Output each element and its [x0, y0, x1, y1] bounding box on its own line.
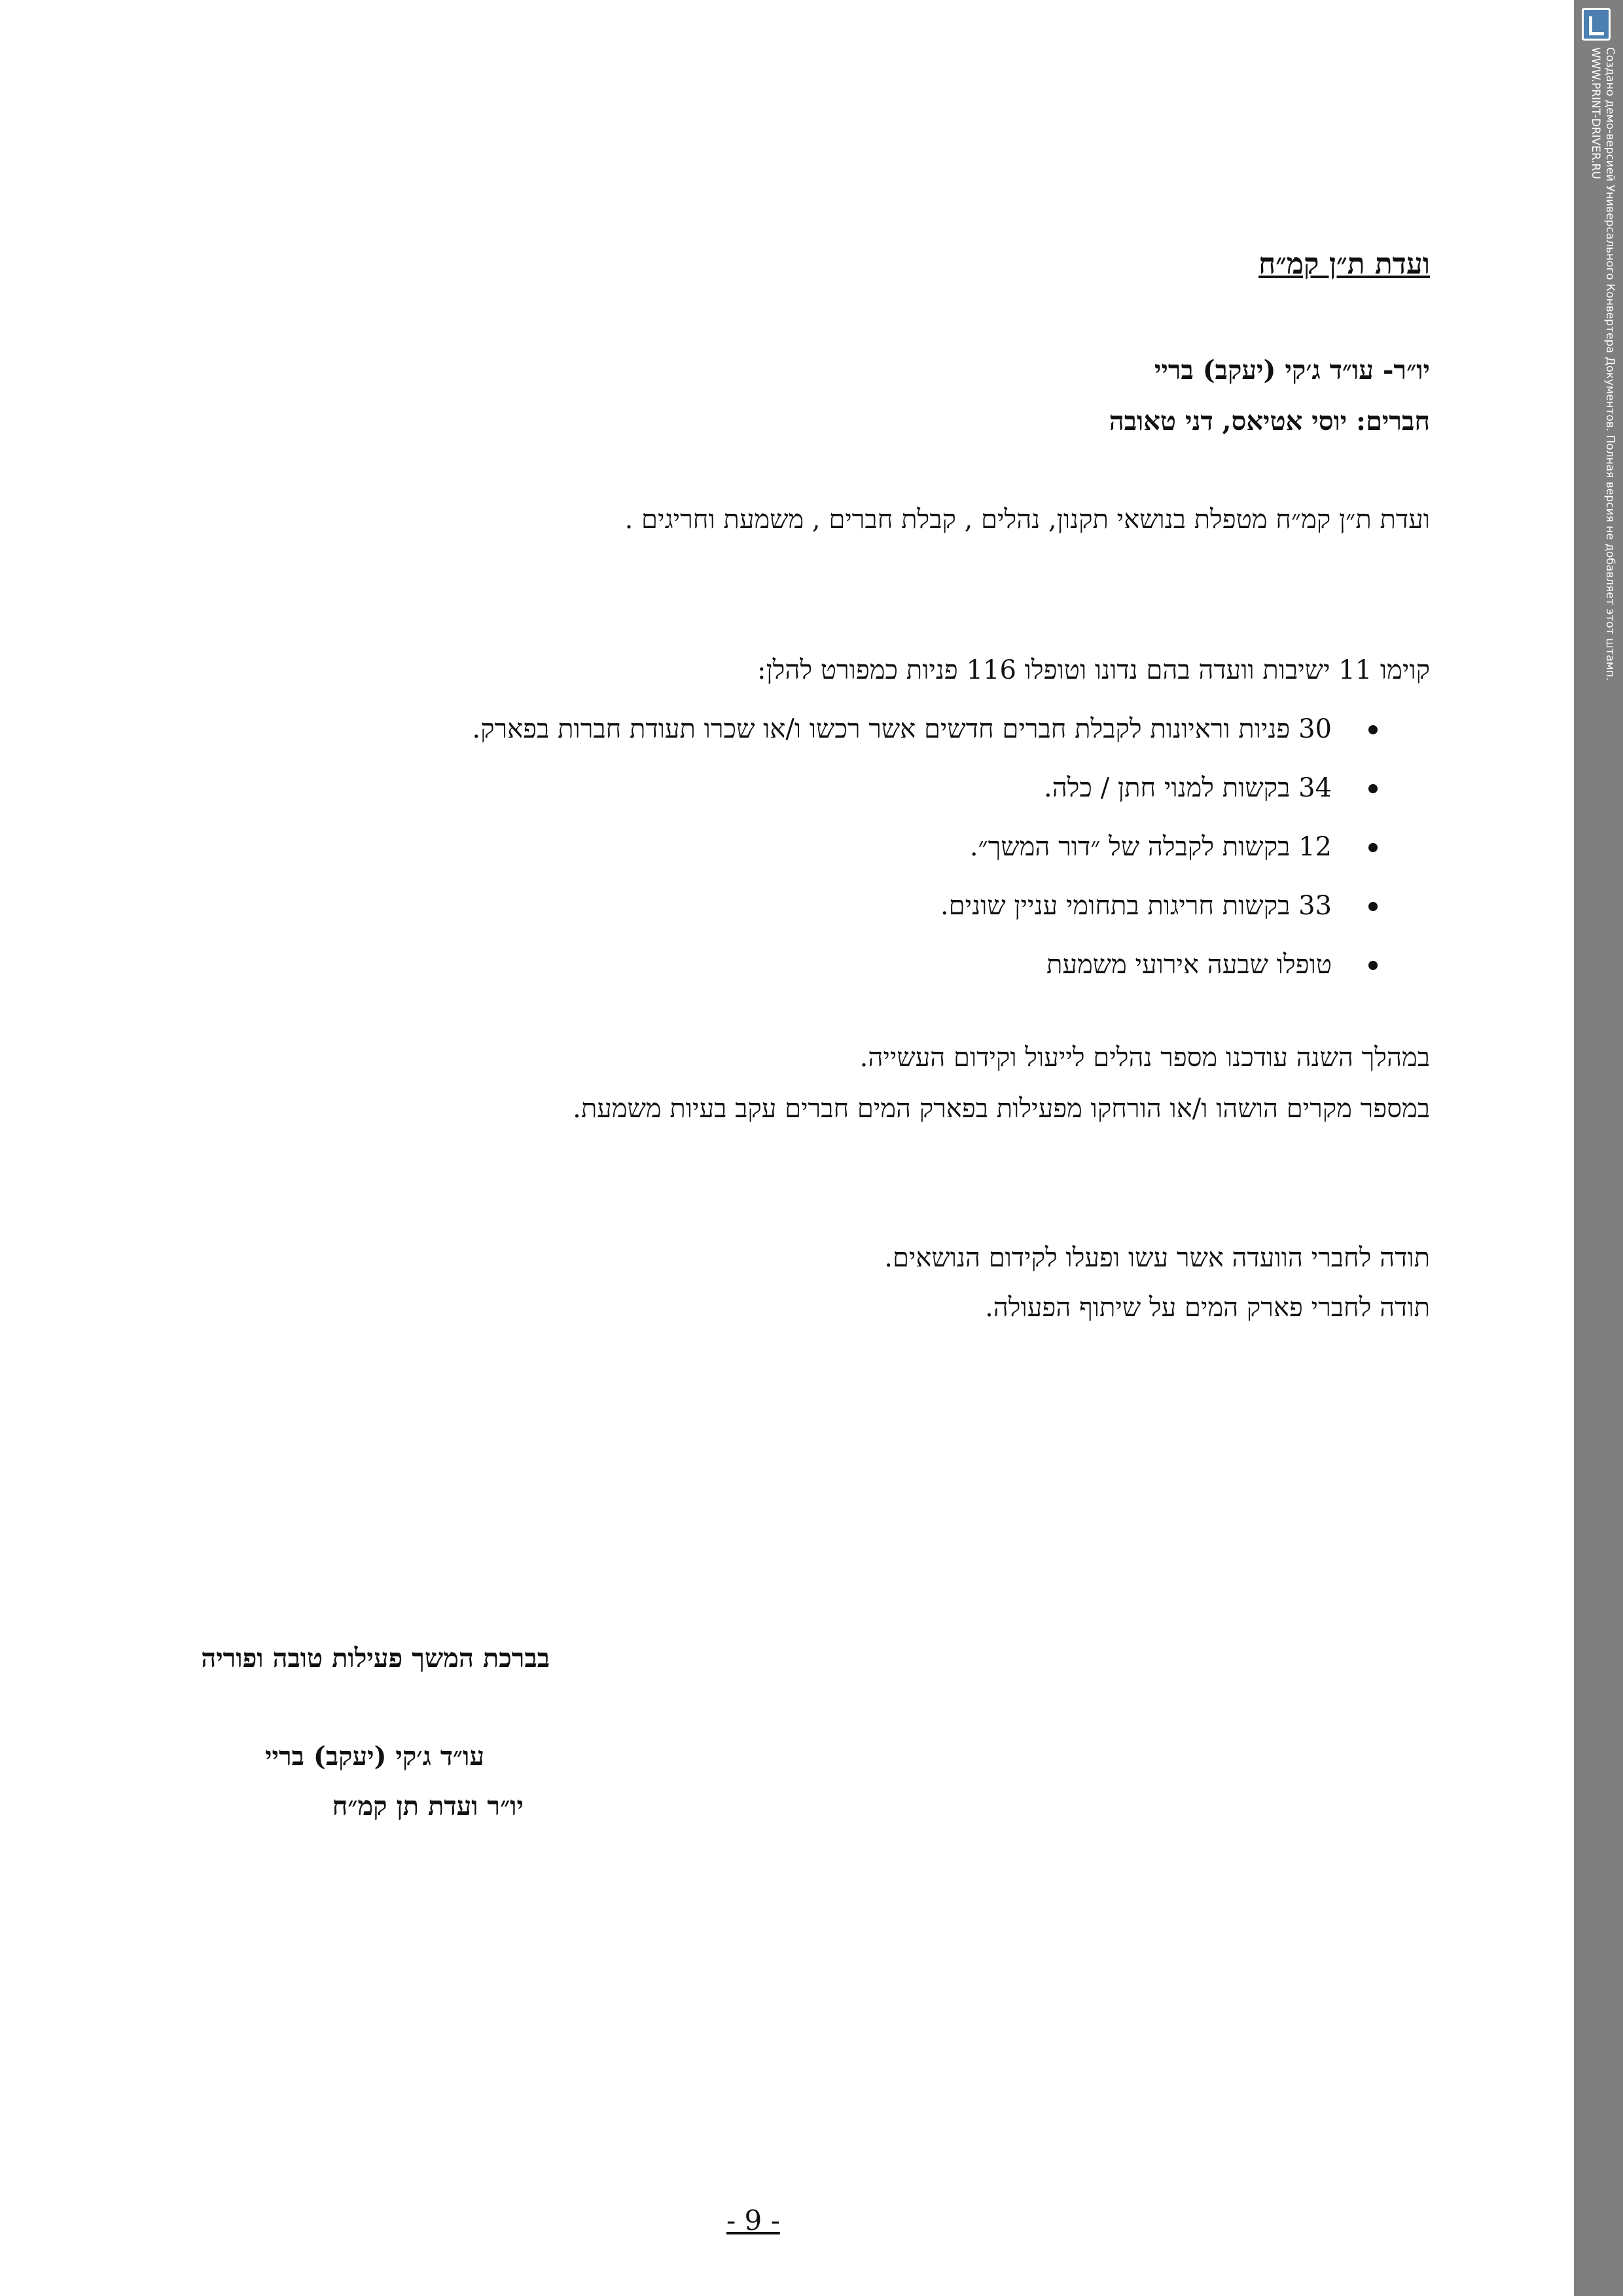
- converter-logo-icon: [1582, 8, 1611, 41]
- requests-list: [472, 711, 1430, 1005]
- thanks-line-2: תודה לחברי פארק המים על שיתוף הפעולה.: [985, 1293, 1430, 1323]
- closing-blessing: בברכת המשך פעילות טובה ופוריה: [201, 1643, 550, 1674]
- bullet-icon: [1368, 843, 1378, 852]
- intro-paragraph: ועדת ת״ן קמ״ח מטפלת בנושאי תקנון, נהלים , קבלת חברים , משמעת וחריגים .: [624, 505, 1430, 535]
- list-item: 30 פניות וראיונות לקבלת חברים חדשים אשר רכשו ו/או שכרו תעודת חברות בפארק.: [472, 711, 1430, 770]
- signature-name: עו״ד ג׳קי (יעקב) בריי: [265, 1741, 484, 1772]
- watermark-text: [1588, 47, 1617, 681]
- updates-line-2: במספר מקרים הושהו ו/או הורחקו מפעילות בפארק המים חברים עקב בעיות משמעת.: [573, 1094, 1430, 1124]
- page-number: - 9 -: [726, 2204, 780, 2236]
- list-item: 12 בקשות לקבלה של ״דור המשך״.: [472, 829, 1430, 888]
- bullet-icon: [1368, 725, 1378, 734]
- demo-watermark-strip: [1574, 0, 1623, 2296]
- updates-line-1: במהלך השנה עודכנו מספר נהלים לייעול וקידום העשייה.: [859, 1043, 1430, 1073]
- list-item: 33 בקשות חריגות בתחומי עניין שונים.: [472, 888, 1430, 946]
- bullet-icon: [1368, 961, 1378, 970]
- watermark-line-1: Создано демо-версией Универсального Конвертера Документов. Полная версия не добавляет этот штамп.: [1603, 47, 1616, 681]
- signature-role: יו״ר ועדת תן קמ״ח: [332, 1791, 524, 1821]
- committee-members: חברים: יוסי אטיאס, דני טאובה: [1109, 406, 1430, 437]
- committee-chair: יו״ר- עו״ד ג׳קי (יעקב) בריי: [1154, 355, 1430, 386]
- watermark-line-2: WWW.PRINT-DRIVER.RU: [1589, 47, 1602, 179]
- list-item: טופלו שבעה אירועי משמעת: [472, 946, 1430, 1005]
- summary-paragraph: קוימו 11 ישיבות וועדה בהם נדונו וטופלו 116 פניות כמפורט להלן:: [757, 655, 1430, 685]
- thanks-line-1: תודה לחברי הוועדה אשר עשו ופעלו לקידום הנושאים.: [884, 1243, 1430, 1273]
- page-title: ועדת ת״ן קמ״ח: [1258, 247, 1430, 281]
- list-item: 34 בקשות למנוי חתן / כלה.: [472, 770, 1430, 829]
- bullet-icon: [1368, 784, 1378, 793]
- bullet-icon: [1368, 902, 1378, 911]
